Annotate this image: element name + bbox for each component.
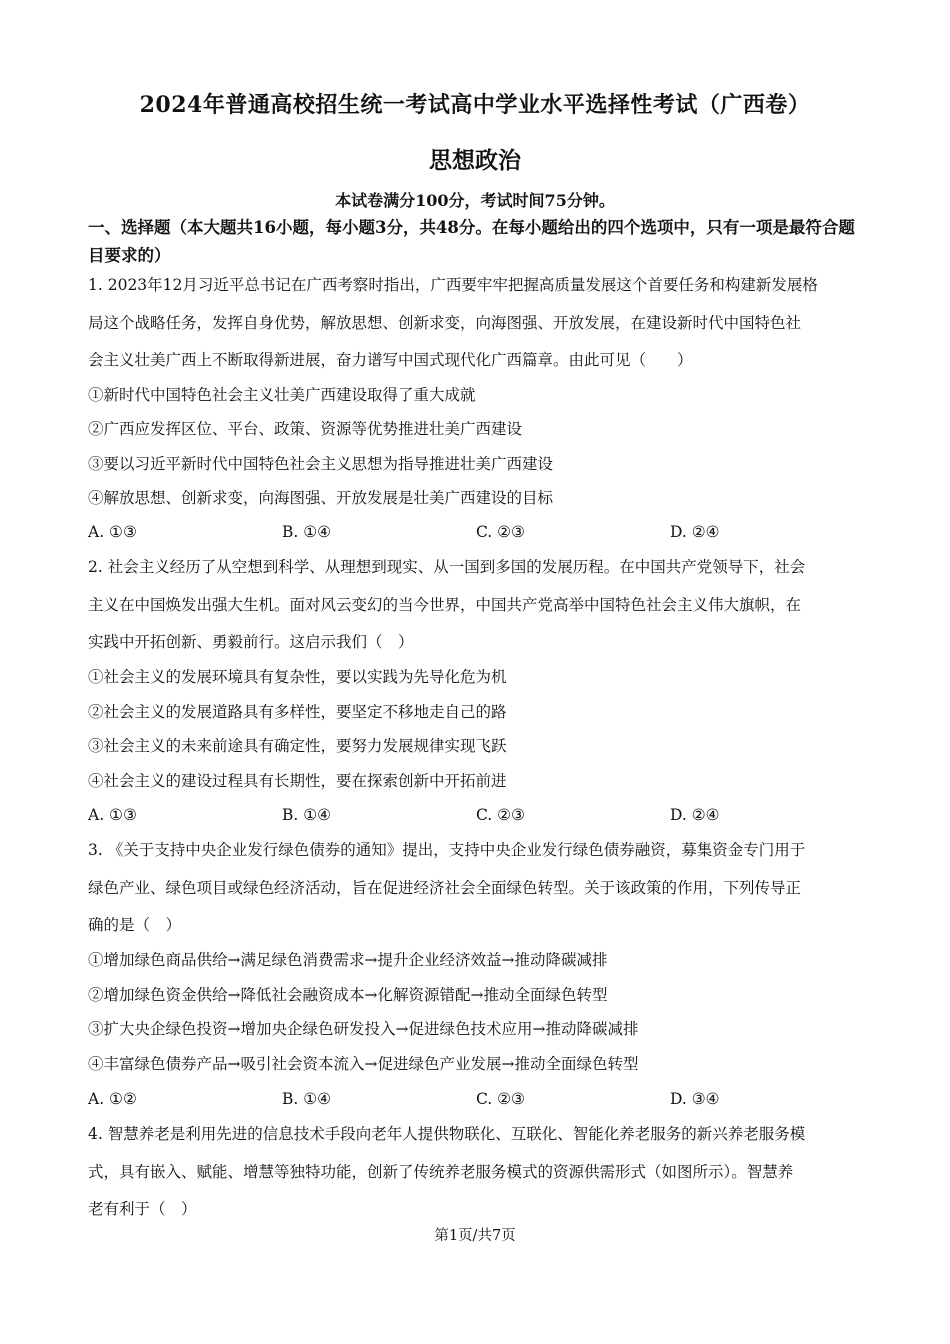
q4-stem-line: 式，具有嵌入、赋能、增慧等独特功能，创新了传统养老服务模式的资源供需形式（如图所示）。智慧养 [88, 1163, 794, 1181]
page-number: 第1页/共7页 [434, 1228, 516, 1244]
q2-option-a[interactable]: A. ①③ [88, 806, 137, 824]
q3-item: ①增加绿色商品供给→满足绿色消费需求→提升企业经济效益→推动降碳减排 [88, 951, 608, 969]
q2-stem-line: 主义在中国焕发出强大生机。面对风云变幻的当今世界，中国共产党高举中国特色社会主义伟大旗帜，在 [88, 596, 802, 614]
q1-item: ③要以习近平新时代中国特色社会主义思想为指导推进壮美广西建设 [88, 455, 554, 473]
q3-stem-line: 确的是（ ） [88, 916, 182, 934]
q1-option-d[interactable]: D. ②④ [670, 523, 720, 541]
q1-stem-line: 1. 2023年12月习近平总书记在广西考察时指出，广西要牢牢把握高质量发展这个首要任务和构建新发展格 [88, 276, 818, 294]
q1-item: ②广西应发挥区位、平台、政策、资源等优势推进壮美广西建设 [88, 420, 523, 438]
q4-stem-line: 老有利于（ ） [88, 1200, 197, 1218]
q2-stem-line: 2. 社会主义经历了从空想到科学、从理想到现实、从一国到多国的发展历程。在中国共产党领导下，社会 [88, 558, 806, 576]
exam-title: 2024年普通高校招生统一考试高中学业水平选择性考试（广西卷） [139, 92, 811, 118]
q2-item: ②社会主义的发展道路具有多样性，要坚定不移地走自己的路 [88, 703, 507, 721]
q1-item: ④解放思想、创新求变，向海图强、开放发展是壮美广西建设的目标 [88, 489, 554, 507]
q4-stem-line: 4. 智慧养老是利用先进的信息技术手段向老年人提供物联化、互联化、智能化养老服务的新兴养老服务模 [88, 1125, 806, 1143]
q2-option-c[interactable]: C. ②③ [476, 806, 525, 824]
q1-option-b[interactable]: B. ①④ [282, 523, 332, 541]
q2-item: ①社会主义的发展环境具有复杂性，要以实践为先导化危为机 [88, 668, 507, 686]
q3-option-d[interactable]: D. ③④ [670, 1090, 720, 1108]
q3-options [88, 1089, 878, 1109]
q2-item: ④社会主义的建设过程具有长期性，要在探索创新中开拓前进 [88, 772, 507, 790]
subject-title: 思想政治 [429, 147, 521, 174]
q3-item: ②增加绿色资金供给→降低社会融资成本→化解资源错配→推动全面绿色转型 [88, 986, 608, 1004]
q3-stem-line: 绿色产业、绿色项目或绿色经济活动，旨在促进经济社会全面绿色转型。关于该政策的作用，下列传导正 [88, 879, 802, 897]
q1-stem-line: 会主义壮美广西上不断取得新进展，奋力谱写中国式现代化广西篇章。由此可见（ ） [88, 351, 693, 369]
q2-option-b[interactable]: B. ①④ [282, 806, 332, 824]
q1-item: ①新时代中国特色社会主义壮美广西建设取得了重大成就 [88, 386, 476, 404]
exam-note: 本试卷满分100分，考试时间75分钟。 [335, 191, 615, 210]
q3-option-b[interactable]: B. ①④ [282, 1090, 332, 1108]
q2-stem-line: 实践中开拓创新、勇毅前行。这启示我们（ ） [88, 633, 414, 651]
q3-option-a[interactable]: A. ①② [88, 1090, 137, 1108]
q2-item: ③社会主义的未来前途具有确定性，要努力发展规律实现飞跃 [88, 737, 507, 755]
q1-option-a[interactable]: A. ①③ [88, 523, 137, 541]
q3-item: ③扩大央企绿色投资→增加央企绿色研发投入→促进绿色技术应用→推动降碳减排 [88, 1020, 639, 1038]
q3-item: ④丰富绿色债券产品→吸引社会资本流入→促进绿色产业发展→推动全面绿色转型 [88, 1055, 639, 1073]
q3-stem-line: 3. 《关于支持中央企业发行绿色债券的通知》提出，支持中央企业发行绿色债券融资，募集资金专门用于 [88, 841, 806, 859]
q2-option-d[interactable]: D. ②④ [670, 806, 720, 824]
section-heading: 一、选择题（本大题共16小题，每小题3分，共48分。在每小题给出的四个选项中，只有一项是最符合题目要求的） [88, 218, 855, 265]
q1-options [88, 522, 878, 542]
q2-options [88, 805, 878, 825]
q3-option-c[interactable]: C. ②③ [476, 1090, 525, 1108]
q1-stem-line: 局这个战略任务，发挥自身优势，解放思想、创新求变，向海图强、开放发展，在建设新时代中国特色社 [88, 314, 802, 332]
q1-option-c[interactable]: C. ②③ [476, 523, 525, 541]
